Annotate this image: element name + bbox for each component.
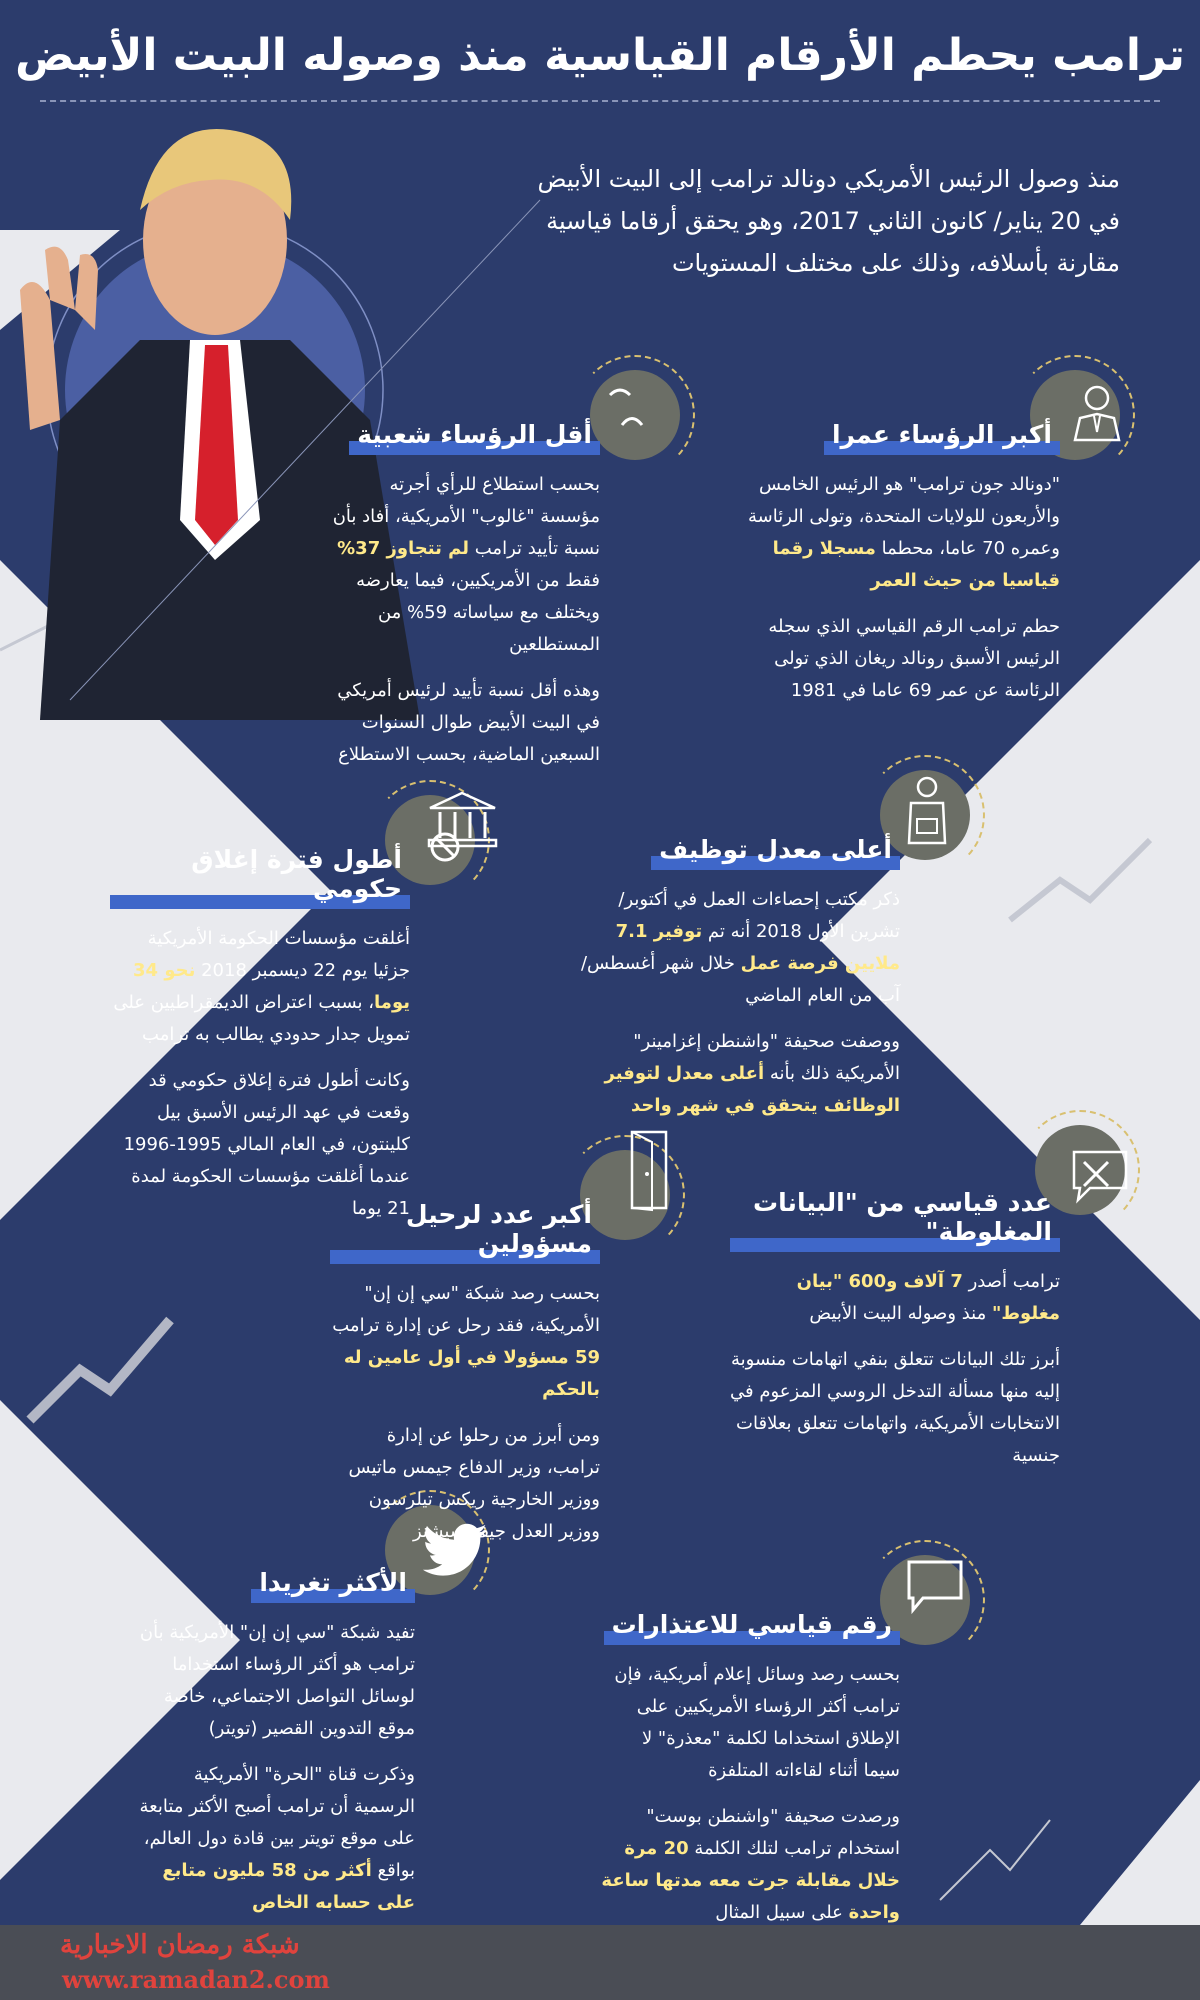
section-paragraph: بحسب رصد وسائل إعلام أمريكية، فإن ترامب أكثر الرؤساء الأمريكيين على الإطلاق استخداما لكلمة "معذرة" لا سيما أثناء لقاءاته المتلفزة <box>614 1664 900 1781</box>
section-paragraph: ذكر مكتب إحصاءات العمل في أكتوبر/تشرين الأول 2018 أنه تم توفير 7.1 ملايين فرصة عمل خلال شهر أغسطس/آب من العام الماضي <box>580 889 900 1006</box>
section-heading: رقم قياسي للاعتذارات <box>604 1610 900 1641</box>
section-false-claims <box>730 1188 1060 1486</box>
section-heading: عدد قياسي من "البيانات المغلوطة" <box>730 1188 1060 1248</box>
highlight-text: نحو 34 يوما <box>133 960 410 1013</box>
section-heading: أكبر الرؤساء عمرا <box>824 420 1060 451</box>
section-paragraph: حطم ترامب الرقم القياسي الذي سجله الرئيس الأسبق رونالد ريغان الذي تولى الرئاسة عن عمر 69 عاما في 1981 <box>768 616 1060 701</box>
intro-text: منذ وصول الرئيس الأمريكي دونالد ترامب إلى البيت الأبيض في 20 يناير/ كانون الثاني 2017، وهو يحقق أرقاما قياسية مقارنة بأسلافه، وذلك على مختلف المستويات <box>537 165 1120 277</box>
section-paragraph: تفيد شبكة "سي إن إن" الأمريكية بأن ترامب هو أكثر الرؤساء استخداما لوسائل التواصل الاجتماعي، خاصة موقع التدوين القصير (تويتر) <box>139 1622 415 1739</box>
title-divider <box>40 100 1160 102</box>
section-paragraph: ومن أبرز من رحلوا عن إدارة ترامب، وزير الدفاع جيمس ماتيس ووزير الخارجية ريكس تيلرسون ووزير العدل جيف سيشنز <box>348 1425 600 1542</box>
exit-door-icon <box>628 1128 672 1212</box>
section-tweets <box>135 1568 415 1933</box>
section-paragraph: أغلقت مؤسسات الحكومة الأمريكية جزئيا يوم 22 ديسمبر 2018 نحو 34 يوما، بسبب اعتراض الديمقراطيين على تمويل جدار حدودي يطالب به ترامب <box>113 928 410 1045</box>
highlight-text: 7 آلاف و600 "بيان مغلوط" <box>796 1271 1060 1324</box>
highlight-text: أعلى معدل لتوفير الوظائف يتحقق في شهر واحد <box>604 1063 900 1116</box>
section-paragraph: ووصفت صحيفة "واشنطن إغزامينر" الأمريكية ذلك بأنه أعلى معدل لتوفير الوظائف يتحقق في شهر واحد <box>604 1031 900 1116</box>
false-message-icon <box>1070 1148 1130 1208</box>
section-heading: أطول فترة إغلاق حكومي <box>110 845 410 905</box>
speech-bubble-icon <box>905 1558 965 1614</box>
footer-site-name: شبكة رمضان الاخبارية <box>60 1930 300 1960</box>
section-apologies <box>600 1610 900 1943</box>
sad-face-icon <box>600 380 660 440</box>
employee-icon <box>905 775 949 845</box>
section-paragraph: ورصدت صحيفة "واشنطن بوست" استخدام ترامب لتلك الكلمة 20 مرة خلال مقابلة جرت معه مدتها ساعة واحدة على سبيل المثال <box>601 1806 900 1923</box>
section-least-popular <box>330 420 600 785</box>
highlight-text: لم تتجاوز 37% <box>337 538 470 559</box>
footer-site-url[interactable]: www.ramadan2.com <box>62 1965 330 1994</box>
section-heading: الأكثر تغريدا <box>251 1568 415 1599</box>
section-paragraph: بحسب رصد شبكة "سي إن إن" الأمريكية، فقد رحل عن إدارة ترامب 59 مسؤولا في أول عامين له بالحكم <box>332 1283 600 1400</box>
section-oldest <box>730 420 1060 721</box>
section-heading: أكبر عدد لرحيل مسؤولين <box>330 1200 600 1260</box>
section-paragraph: ترامب أصدر 7 آلاف و600 "بيان مغلوط" منذ وصوله البيت الأبيض <box>796 1271 1060 1324</box>
section-employment <box>570 835 900 1136</box>
section-heading: أقل الرؤساء شعبية <box>349 420 600 451</box>
section-departures <box>330 1200 600 1562</box>
highlight-text: توفير 7.1 ملايين فرصة عمل <box>615 921 900 974</box>
highlight-text: مسجلا رقما قياسيا من حيث العمر <box>772 538 1060 591</box>
businessman-icon <box>1072 382 1122 442</box>
no-entry-icon <box>428 830 462 864</box>
section-paragraph: وكانت أطول فترة إغلاق حكومي قد وقعت في عهد الرئيس الأسبق بيل كلينتون، في العام المالي 1995-1996 عندما أغلقت مؤسسات الحكومة لمدة 21 يوما <box>123 1070 410 1219</box>
section-shutdown <box>110 845 410 1239</box>
section-paragraph: وهذه أقل نسبة تأييد لرئيس أمريكي في البيت الأبيض طوال السنوات السبعين الماضية، بحسب الاستطلاع <box>337 680 600 765</box>
section-paragraph: أبرز تلك البيانات تتعلق بنفي اتهامات منسوبة إليه منها مسألة التدخل الروسي المزعوم في الانتخابات الأمريكية، واتهامات تتعلق بعلاقات جنسية <box>729 1349 1060 1466</box>
highlight-text: أكثر من 58 مليون متابع على حسابه الخاص <box>162 1860 415 1913</box>
section-paragraph: بحسب استطلاع للرأي أجرته مؤسسة "غالوب" الأمريكية، أفاد بأن نسبة تأييد ترامب لم تتجاوز 37% فقط من الأمريكيين، فيما يعارضه ويختلف مع سياساته 59% من المستطلعين <box>332 474 600 655</box>
highlight-text: 20 مرة خلال مقابلة جرت معه مدتها ساعة واحدة <box>601 1838 900 1923</box>
section-paragraph: وذكرت قناة "الحرة" الأمريكية الرسمية أن ترامب أصبح الأكثر متابعة على موقع تويتر بين قادة دول العالم، بواقع أكثر من 58 مليون متابع على حسابه الخاص <box>139 1764 415 1913</box>
section-paragraph: "دونالد جون ترامب" هو الرئيس الخامس والأربعون للولايات المتحدة، وتولى الرئاسة وعمره 70 عاما، محطما مسجلا رقما قياسيا من حيث العمر <box>748 474 1060 591</box>
page-title: ترامب يحطم الأرقام القياسية منذ وصوله البيت الأبيض <box>15 30 1185 81</box>
highlight-text: 59 مسؤولا في أول عامين له بالحكم <box>343 1347 600 1400</box>
section-heading: أعلى معدل توظيف <box>651 835 900 866</box>
